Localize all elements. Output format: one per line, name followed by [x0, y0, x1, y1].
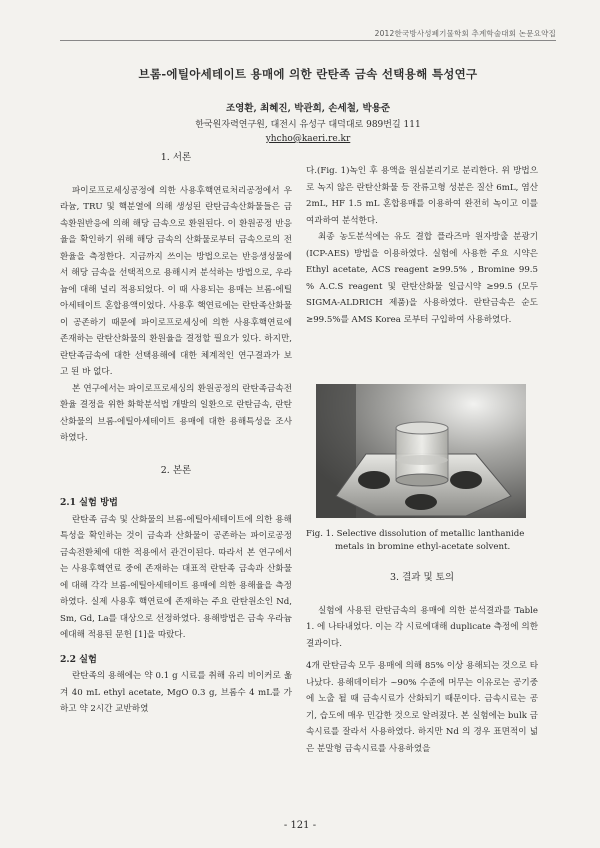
- figure-1-caption-line-1: Fig. 1. Selective dissolution of metallic lanthanide: [306, 529, 525, 539]
- author-email[interactable]: yhcho@kaeri.re.kr: [265, 134, 351, 144]
- left-column: [60, 150, 292, 718]
- subsection-2-1-heading: 2.1 실험 방법: [60, 497, 118, 508]
- section-1-paragraph-2: 본 연구에서는 파이로프로세싱의 환원공정의 란탄족금속전환율 결정을 위한 화학분석법 개발의 일환으로 란탄금속, 란탄산화물의 브롬-에틸아세테이트 용매에 대한 용해특성을 조사하였다.: [60, 383, 292, 443]
- subsection-2-1-paragraph: 란탄족 금속 및 산화물의 브롬-에틸아세테이트에 의한 용해특성을 확인하는 것이 금속과 산화물이 공존하는 파이로공정 금속전환체에 대한 적용에서 관건이된다. 따라서 본 연구에서는 사용후핵연료 중에 존재하는 대표적 란탄족 금속과 산화물에 대해 각각 브롬-에틸아세테이트 용매에 의한 용해율을 측정하였다. 실제 사용후 핵연료에 존재하는 주요 란탄원소인 Nd, Sm, Gd, La를 대상으로 선정하였다. 용해방법은 금속 우라늄에대해 적용된 문헌 [1]을 따랐다.: [60, 514, 292, 640]
- author-list: 조영환, 최혜진, 박관희, 손세철, 박용준: [225, 103, 391, 114]
- section-1-heading: 1. 서론: [160, 152, 192, 163]
- right-paragraph-2: 최종 농도분석에는 유도 결합 플라즈마 원자방출 분광기 (ICP-AES) 방법을 이용하였다. 실험에 사용한 주요 시약은 Ethyl acetate, ACS reagent ≥99.5% , Bromine 99.5 % A.C.S reagent 및 란탄산화물 일급시약 ≥99.5 (모두 SIGMA-ALDRICH 제품)을 사용하였다. 란탄금속은 순도 ≥99.5%를 AMS Korea 로부터 구입하여 사용하였다.: [306, 232, 538, 325]
- right-column-top: [306, 163, 538, 328]
- running-header: 2012한국방사성폐기물학회 추계학술대회 논문요약집: [374, 29, 556, 38]
- section-3-paragraph-1: 실험에 사용된 란탄금속의 용매에 의한 분석결과를 Table 1. 에 나타내었다. 이는 각 시료에대해 duplicate 측정에 의한 결과이다.: [306, 605, 538, 649]
- subsection-2-2-heading: 2.2 실험: [60, 653, 97, 665]
- section-1-paragraph-1: 파이로프로세싱공정에 의한 사용후핵연료처리공정에서 우라늄, TRU 및 핵분열에 의해 생성된 란탄금속산화물들은 금속환원반응에 의해 해당 금속으로 환원된다. 이 환원공정 반응율을 확인하기 위해 해당 금속의 산화물로부터 금속으로의 전환율을 측정한다. 지금까지 쓰이는 방법으로는 반응생성물에서 해당 금속을 선택적으로 용해시켜 분석하는 방법으로, 우라늄에 대해 널리 적용되었다. 이 때 사용되는 용매는 브롬-에틸아세테이트 혼합용액이었다. 사용후 핵연료에는 란탄족산화물이 공존하기 때문에 파이로프로세싱에 의한 사용후핵연료에 존재하는 란탄산화물의 환원율을 결정할 필요가 있다. 하지만, 란탄족금속에 대한 선택용해에 대한 체계적인 연구결과가 보고 된 바 없다.: [60, 185, 292, 377]
- right-paragraph-1: 다.(Fig. 1)녹인 후 용액을 원심분리기로 분리한다. 위 방법으로 녹지 않은 란탄산화물 등 잔류고형 성분은 질산 6mL, 염산 2mL, HF 1.5 mL 혼합용매를 이용하여 완전히 녹이고 이를 여과하여 분석한다.: [306, 166, 538, 226]
- page-number: - 121 -: [283, 820, 317, 831]
- paper-title: 브롬-에틸아세테이트 용매에 의한 란탄족 금속 선택용해 특성연구: [138, 67, 478, 81]
- subsection-2-2-paragraph: 란탄족의 용해에는 약 0.1 g 시료를 취해 유리 비이커로 옮겨 40 mL ethyl acetate, MgO 0.3 g, 브롬수 4 mL를 가하고 약 2시간 교반하였: [60, 671, 292, 714]
- stirrer-photo-illustration: [316, 384, 526, 518]
- figure-1-photo: [316, 384, 526, 518]
- section-3-paragraph-2: 4개 란탄금속 모두 용매에 의해 85% 이상 용해되는 것으로 타나났다. 용해데이터가 ~90% 수준에 머무는 이유로는 공기중에 노출 될 때 금속시료가 산화되기 때문이다. 금속시료는 공기, 습도에 매우 민감한 것으로 알려졌다. 본 실험에는 bulk 금속시료를 잘라서 사용하였다. 하지만 Nd 의 경우 표면적이 넓은 분말형 금속시료를 사용하였을: [306, 661, 538, 754]
- header-rule: [60, 40, 556, 41]
- section-3-heading: 3. 결과 및 토의: [389, 572, 454, 583]
- figure-1-caption: [306, 528, 538, 554]
- right-column-bottom: [306, 570, 538, 757]
- affiliation: 한국원자력연구원, 대전시 유성구 대덕대로 989번길 111: [195, 120, 421, 130]
- section-2-heading: 2. 본론: [160, 464, 192, 476]
- figure-1-caption-line-2: metals in bromine ethyl-acetate solvent.: [335, 542, 511, 552]
